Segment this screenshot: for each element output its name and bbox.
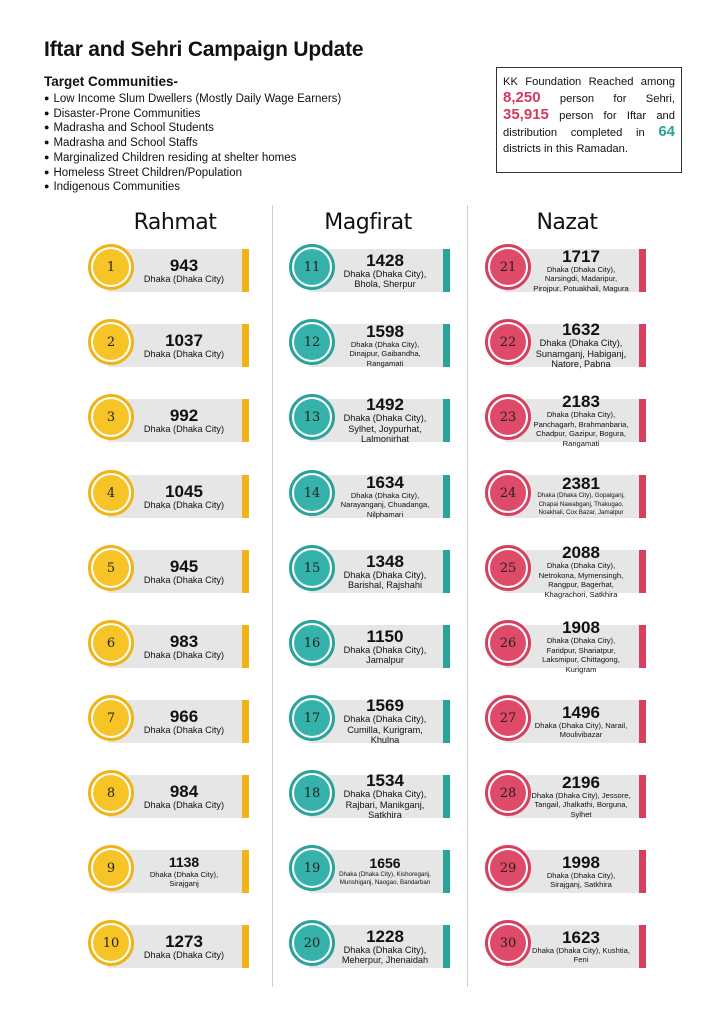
district-list: Dhaka (Dhaka City): [143, 724, 225, 735]
person-count: 1717: [562, 246, 600, 266]
person-count: 1037: [165, 330, 203, 350]
day-number: 19: [294, 850, 330, 886]
day-card: [88, 620, 249, 672]
day-card: [289, 319, 450, 371]
day-card: [485, 470, 646, 522]
card-accent-bar: [242, 625, 249, 668]
reach-intro: KK Foundation Reached among: [503, 76, 675, 88]
district-list: Dhaka (Dhaka City): [143, 574, 225, 585]
card-accent-bar: [443, 925, 450, 968]
card-text: [335, 395, 435, 445]
card-accent-bar: [639, 550, 646, 593]
card-accent-bar: [443, 324, 450, 367]
districts-count: 64: [658, 123, 675, 140]
card-text: [335, 851, 435, 892]
card-text: [134, 851, 234, 892]
column-heading-rahmat: Rahmat: [133, 210, 217, 235]
person-count: 984: [169, 781, 199, 801]
day-number: 30: [490, 925, 526, 961]
day-card: [485, 770, 646, 822]
card-accent-bar: [639, 850, 646, 893]
day-number: 11: [294, 249, 330, 285]
column-divider: [467, 205, 468, 987]
person-count: 1634: [366, 472, 404, 492]
person-count: 1908: [562, 618, 600, 637]
sehri-text: person for Sehri,: [559, 93, 675, 105]
sehri-count: 8,250: [503, 89, 541, 106]
person-count: 1492: [366, 395, 404, 415]
day-card: [485, 394, 646, 446]
card-text: [335, 696, 435, 746]
reach-tail: districts in this Ramadan.: [503, 143, 628, 155]
day-card: [289, 845, 450, 897]
card-accent-bar: [443, 249, 450, 292]
day-number: 18: [294, 775, 330, 811]
day-number: 22: [490, 324, 526, 360]
card-text: [134, 325, 234, 366]
day-number: 13: [294, 399, 330, 435]
community-item: ● Low Income Slum Dwellers (Mostly Daily Wage Earners): [44, 92, 341, 107]
day-number: 24: [490, 475, 526, 511]
person-count: 1598: [366, 321, 404, 341]
card-accent-bar: [242, 324, 249, 367]
district-list: Dhaka (Dhaka City), Netrokona, Mymensingh, Rangpur, Bagerhat, Khagrachori, Satkhira: [538, 561, 624, 599]
card-accent-bar: [639, 700, 646, 743]
person-count: 1632: [562, 320, 600, 340]
district-list: Dhaka (Dhaka City), Narsingdi, Madaripur, Pirojpur, Potuakhali, Magura: [533, 264, 629, 293]
person-count: 1348: [366, 551, 404, 571]
card-accent-bar: [639, 324, 646, 367]
day-card: [485, 920, 646, 972]
person-count: 2183: [562, 392, 600, 411]
person-count: 983: [169, 631, 199, 651]
card-text: [335, 626, 435, 667]
district-list: Dhaka (Dhaka City), Sunamganj, Habiganj, Natore, Pabna: [535, 338, 627, 370]
card-text: [531, 926, 631, 967]
card-text: [335, 771, 435, 821]
district-list: Dhaka (Dhaka City), Jessore, Tangail, Jhalkathi, Borguna, Sylhet: [531, 790, 631, 819]
day-number: 7: [93, 700, 129, 736]
card-accent-bar: [639, 249, 646, 292]
person-count: 966: [169, 706, 199, 726]
district-list: Dhaka (Dhaka City): [143, 423, 225, 434]
person-count: 1623: [562, 927, 600, 947]
card-accent-bar: [443, 700, 450, 743]
community-item: ● Indigenous Communities: [44, 180, 341, 195]
day-number: 25: [490, 550, 526, 586]
person-count: 1228: [366, 926, 404, 946]
district-list: Dhaka (Dhaka City), Faridpur, Shariatpur, Laksmipur, Chittagong, Kurigram: [542, 636, 620, 674]
day-card: [289, 470, 450, 522]
target-communities-list: [44, 92, 341, 195]
day-number: 29: [490, 850, 526, 886]
column-divider: [272, 205, 273, 987]
card-accent-bar: [242, 475, 249, 518]
community-item: ● Disaster-Prone Communities: [44, 107, 341, 122]
district-list: Dhaka (Dhaka City): [143, 799, 225, 810]
day-number: 20: [294, 925, 330, 961]
iftar-count: 35,915: [503, 106, 549, 123]
day-number: 27: [490, 700, 526, 736]
card-text: [134, 701, 234, 742]
card-text: [335, 551, 435, 592]
card-text: [531, 772, 631, 819]
community-item: ● Madrasha and School Students: [44, 121, 341, 136]
day-number: 4: [93, 475, 129, 511]
person-count: 1656: [369, 854, 401, 871]
district-list: Dhaka (Dhaka City): [143, 949, 225, 960]
day-number: 16: [294, 625, 330, 661]
card-accent-bar: [242, 399, 249, 442]
day-number: 17: [294, 700, 330, 736]
day-card: [289, 545, 450, 597]
district-list: Dhaka (Dhaka City), Panchagarh, Brahmanbaria, Chadpur, Gazipur, Bogura, Rangamati: [533, 410, 629, 448]
reach-summary-box: [496, 67, 682, 173]
card-text: [134, 776, 234, 817]
target-communities-heading: Target Communities-: [44, 74, 179, 89]
person-count: 1534: [366, 771, 404, 791]
card-text: [134, 926, 234, 967]
person-count: 2381: [562, 474, 600, 494]
person-count: 1138: [168, 853, 200, 870]
day-number: 9: [93, 850, 129, 886]
person-count: 2196: [562, 772, 600, 792]
card-accent-bar: [242, 850, 249, 893]
district-list: Dhaka (Dhaka City), Barishal, Rajshahi: [343, 569, 427, 590]
day-card: [289, 920, 450, 972]
card-accent-bar: [242, 775, 249, 818]
district-list: Dhaka (Dhaka City), Sirajganj, Satkhira: [546, 870, 616, 889]
district-list: Dhaka (Dhaka City), Jamalpur: [343, 644, 427, 665]
card-accent-bar: [242, 925, 249, 968]
day-number: 12: [294, 324, 330, 360]
person-count: 1428: [366, 250, 404, 270]
person-count: 943: [169, 255, 199, 275]
card-text: [531, 246, 631, 293]
card-text: [134, 626, 234, 667]
day-number: 21: [490, 249, 526, 285]
district-list: Dhaka (Dhaka City), Kushtia, Feni: [532, 945, 630, 964]
day-card: [289, 394, 450, 446]
column-heading-nazat: Nazat: [536, 210, 598, 235]
card-accent-bar: [443, 625, 450, 668]
day-card: [485, 244, 646, 296]
day-card: [485, 545, 646, 597]
card-accent-bar: [443, 550, 450, 593]
day-number: 14: [294, 475, 330, 511]
card-text: [531, 320, 631, 370]
day-card: [88, 920, 249, 972]
day-number: 2: [93, 324, 129, 360]
district-list: Dhaka (Dhaka City): [143, 348, 225, 359]
card-text: [335, 926, 435, 967]
district-list: Dhaka (Dhaka City): [143, 649, 225, 660]
district-list: Dhaka (Dhaka City), Dinajpur, Gaibandha, Rangamati: [349, 339, 421, 368]
card-text: [335, 321, 435, 368]
district-list: Dhaka (Dhaka City): [143, 499, 225, 510]
person-count: 992: [169, 405, 199, 425]
day-number: 8: [93, 775, 129, 811]
card-text: [134, 250, 234, 291]
person-count: 2088: [562, 543, 600, 562]
day-card: [88, 845, 249, 897]
card-accent-bar: [639, 625, 646, 668]
community-item: ● Homeless Street Children/Population: [44, 166, 341, 181]
day-number: 6: [93, 625, 129, 661]
card-text: [531, 701, 631, 742]
district-list: Dhaka (Dhaka City), Rajbari, Manikganj, Satkhira: [343, 789, 427, 821]
day-card: [289, 695, 450, 747]
card-text: [134, 476, 234, 517]
person-count: 1150: [366, 626, 404, 646]
day-number: 1: [93, 249, 129, 285]
card-text: [531, 851, 631, 892]
card-accent-bar: [443, 775, 450, 818]
district-list: Dhaka (Dhaka City), Bhola, Sherpur: [343, 268, 427, 289]
day-card: [88, 244, 249, 296]
card-accent-bar: [242, 700, 249, 743]
card-accent-bar: [242, 550, 249, 593]
day-card: [88, 770, 249, 822]
district-list: Dhaka (Dhaka City), Sirajganj: [149, 869, 219, 888]
card-text: [134, 400, 234, 441]
day-card: [88, 695, 249, 747]
person-count: 1496: [562, 702, 600, 722]
iftar-text: person for Iftar and distribution completed in: [503, 110, 676, 139]
district-list: Dhaka (Dhaka City), Cumilla, Kurigram, Khulna: [343, 714, 427, 746]
day-number: 26: [490, 625, 526, 661]
day-card: [289, 770, 450, 822]
column-heading-magfirat: Magfirat: [324, 210, 412, 235]
card-text: [531, 476, 631, 517]
person-count: 1045: [165, 481, 203, 501]
community-item: ● Marginalized Children residing at shelter homes: [44, 151, 341, 166]
person-count: 1998: [562, 852, 600, 872]
district-list: Dhaka (Dhaka City), Kishoreganj, Munshiganj, Naogao, Bandarban: [339, 870, 431, 886]
card-accent-bar: [639, 475, 646, 518]
district-list: Dhaka (Dhaka City), Narayanganj, Chuadanga, Nilphamari: [340, 490, 430, 519]
card-accent-bar: [242, 249, 249, 292]
day-number: 3: [93, 399, 129, 435]
community-item: ● Madrasha and School Staffs: [44, 136, 341, 151]
card-accent-bar: [443, 475, 450, 518]
card-text: [531, 618, 631, 674]
card-text: [531, 543, 631, 599]
person-count: 1569: [366, 696, 404, 716]
page-title: Iftar and Sehri Campaign Update: [44, 38, 364, 61]
day-number: 23: [490, 399, 526, 435]
district-list: Dhaka (Dhaka City), Sylhet, Joypurhat, Lalmonirhat: [343, 413, 427, 445]
day-card: [88, 394, 249, 446]
district-list: Dhaka (Dhaka City), Meherpur, Jhenaidah: [341, 944, 429, 965]
day-card: [485, 695, 646, 747]
district-list: Dhaka (Dhaka City), Narail, Moulivibazar: [534, 720, 628, 739]
day-card: [289, 620, 450, 672]
card-text: [531, 392, 631, 448]
card-accent-bar: [443, 399, 450, 442]
day-number: 28: [490, 775, 526, 811]
day-card: [88, 470, 249, 522]
day-card: [88, 319, 249, 371]
card-text: [335, 472, 435, 519]
person-count: 1273: [165, 931, 203, 951]
card-accent-bar: [639, 775, 646, 818]
card-accent-bar: [443, 850, 450, 893]
district-list: Dhaka (Dhaka City), Gopalganj, Chapai Nawabganj, Thakugao, Noakhali, Cox Bazar, Jamalpur: [537, 492, 625, 517]
card-text: [335, 250, 435, 291]
card-accent-bar: [639, 925, 646, 968]
day-number: 5: [93, 550, 129, 586]
day-number: 15: [294, 550, 330, 586]
district-list: Dhaka (Dhaka City): [143, 273, 225, 284]
day-number: 10: [93, 925, 129, 961]
day-card: [289, 244, 450, 296]
card-text: [134, 551, 234, 592]
day-card: [485, 845, 646, 897]
day-card: [485, 319, 646, 371]
card-accent-bar: [639, 399, 646, 442]
person-count: 945: [169, 556, 199, 576]
day-card: [88, 545, 249, 597]
day-card: [485, 620, 646, 672]
